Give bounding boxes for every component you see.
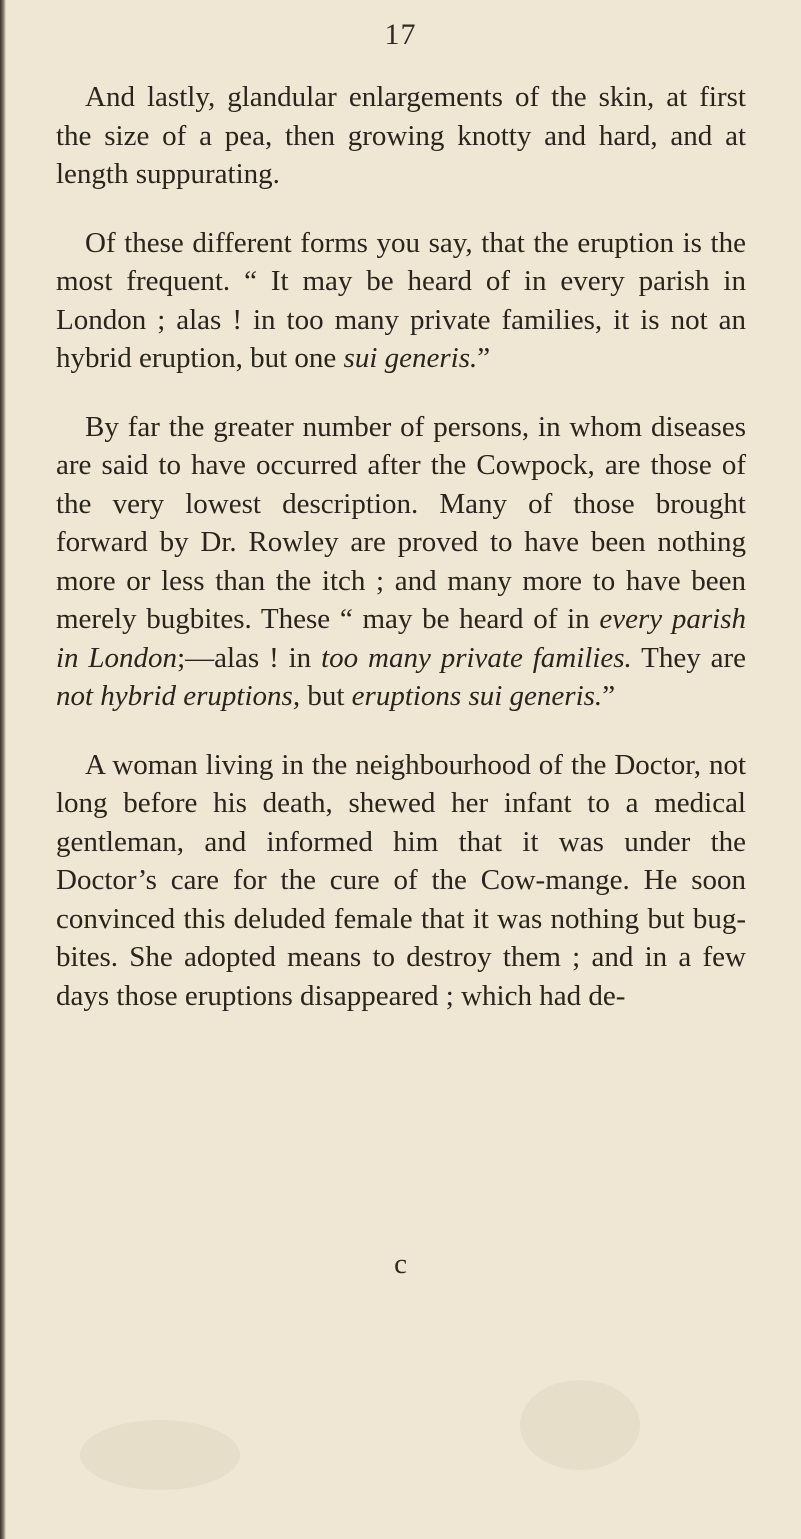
text-run: A woman living in the neighbourhood of the Doctor, not long before his death, shewed her infant to a medical gentleman, and informed him that it was under the Doctor’s care for the cure of the Cow-mange. He soon convinced this deluded female that it was nothing but bug-bites. She adopted means to destroy them ; and in a few days those eruptions disappeared ; which had de- (56, 748, 746, 1012)
text-run: Of these different forms you say, that the eruption is the most frequent. “ It may be heard of in every parish in London ; alas ! in too many private families, it is not an hybrid eruption, but one (56, 226, 746, 374)
signature-mark: c (394, 1248, 407, 1280)
page-binding-edge (0, 0, 6, 1539)
text-run: ” (602, 680, 616, 712)
italic-run: too many private families. (321, 641, 632, 674)
paper-stain (80, 1420, 240, 1490)
text-run: And lastly, glandular enlargements of the skin, at first the size of a pea, then growing knotty and hard, and at length suppurating. (56, 81, 746, 190)
page-number: 17 (384, 18, 417, 51)
paragraph (56, 78, 746, 194)
text-run: ;—alas ! in (177, 641, 322, 674)
paper-stain (520, 1380, 640, 1470)
body-text (56, 78, 746, 1045)
italic-run: eruptions sui generis. (351, 680, 603, 712)
paragraph (56, 408, 746, 716)
paragraph (56, 224, 746, 378)
italic-run: sui generis. (343, 342, 478, 374)
text-run: They are (631, 641, 747, 674)
text-run: ” (477, 342, 491, 374)
italic-run: every parish in London (56, 603, 746, 674)
text-run: but (300, 680, 352, 712)
italic-run: not hybrid eruptions, (56, 680, 301, 712)
paragraph (56, 746, 746, 1016)
text-run: By far the greater number of persons, in whom diseases are said to have occurred after the Cowpock, are those of the very lowest description. Many of those brought forward by Dr. Rowley are proved to have been nothing more or less than the itch ; and many more to have been merely bugbites. These “ may be heard of in (56, 410, 746, 635)
